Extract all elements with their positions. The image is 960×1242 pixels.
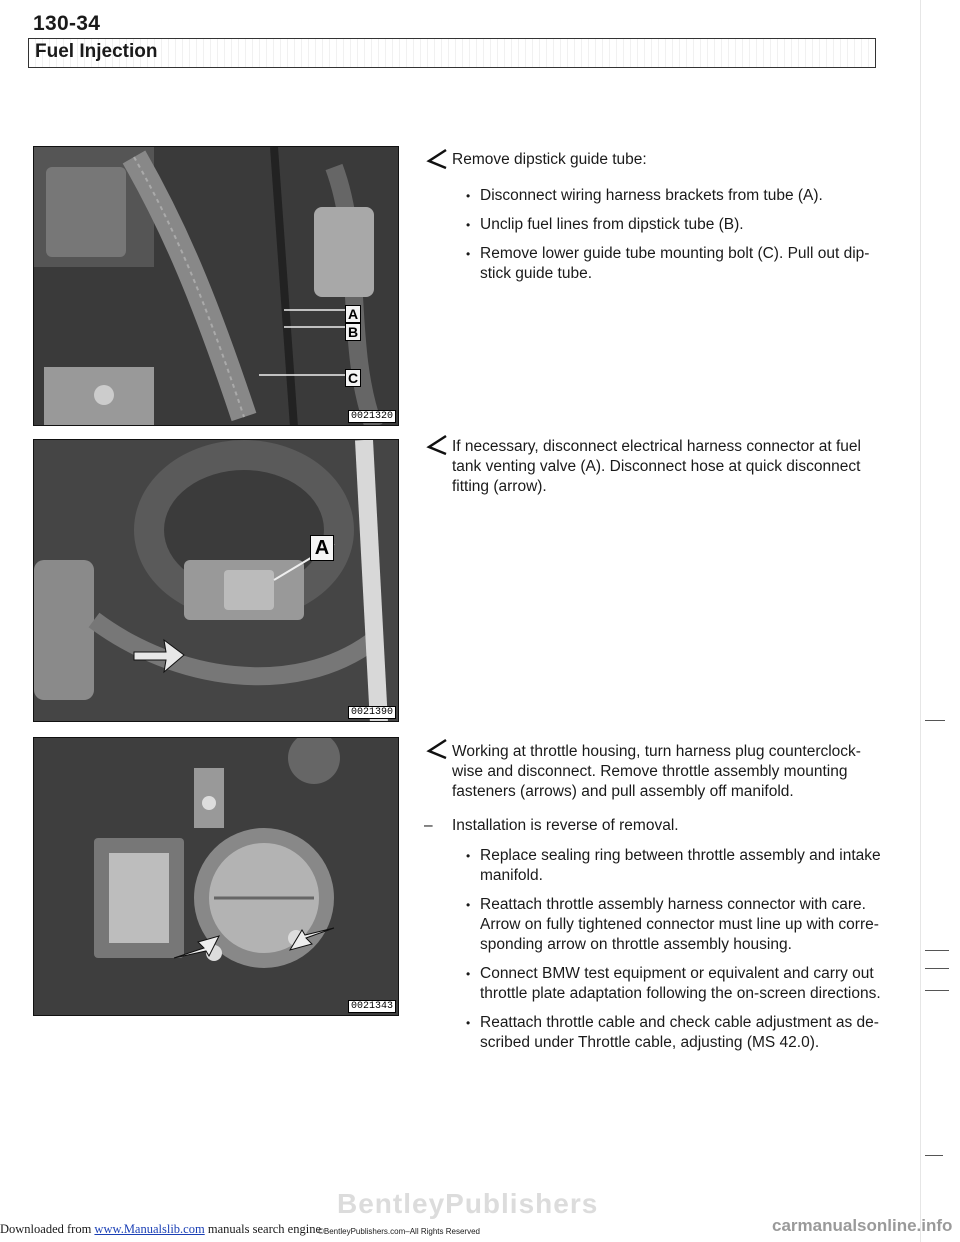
installation-bullets xyxy=(466,846,886,1062)
photo-throttle-housing xyxy=(33,737,399,1016)
callout-a-valve: A xyxy=(310,535,334,561)
watermark: BentleyPublishers xyxy=(337,1188,599,1219)
site-watermark: carmanualsonline.info xyxy=(772,1216,953,1235)
install-bullet-1: • Replace sealing ring between throttle assembly and intake manifold. xyxy=(466,846,886,886)
photo-fuel-tank-venting-valve xyxy=(33,439,399,722)
margin-tick xyxy=(925,950,949,951)
callout-a: A xyxy=(345,305,361,323)
pointer-arrow-icon xyxy=(426,148,448,170)
manualslib-link[interactable]: www.Manualslib.com xyxy=(94,1222,205,1236)
callout-c: C xyxy=(345,369,361,387)
callout-b: B xyxy=(345,323,361,341)
throttle-housing-illustration xyxy=(34,738,399,1016)
step1-bullet-2: • Unclip fuel lines from dipstick tube (B). xyxy=(466,215,886,235)
pointer-arrow-icon xyxy=(426,434,448,456)
venting-valve-illustration xyxy=(34,440,399,722)
section-title: Fuel Injection xyxy=(35,41,158,62)
margin-tick xyxy=(925,1155,943,1156)
margin-tick xyxy=(925,968,949,969)
section-header-bar xyxy=(28,38,876,68)
photo-id: 0021390 xyxy=(348,706,396,719)
download-footer: Downloaded from www.Manualslib.com manuals search engine xyxy=(0,1222,321,1236)
copyright: ©BentleyPublishers.com–All Rights Reserved xyxy=(318,1227,480,1236)
photo-id: 0021320 xyxy=(348,410,396,423)
step1-bullets xyxy=(466,186,886,284)
margin-tick xyxy=(925,990,949,991)
install-bullet-4: • Reattach throttle cable and check cable adjustment as de- scribed under Throttle cable, adjusting (MS 42.0). xyxy=(466,1013,886,1053)
step1-bullet-1: • Disconnect wiring harness brackets from tube (A). xyxy=(466,186,886,206)
install-bullet-2: • Reattach throttle assembly harness connector with care. Arrow on fully tightened connector must line up with corre- sponding arrow on throttle assembly housing. xyxy=(466,895,886,955)
pointer-arrow-icon xyxy=(426,738,448,760)
dash-mark: – xyxy=(424,817,433,834)
photo-dipstick-guide-tube xyxy=(33,146,399,426)
margin-rule xyxy=(920,0,921,1242)
margin-tick xyxy=(925,720,945,721)
step1-bullet-3: • Remove lower guide tube mounting bolt (C). Pull out dip- stick guide tube. xyxy=(466,244,886,284)
step3-text: Working at throttle housing, turn harness plug counterclock- wise and disconnect. Remove throttle assembly mounting fasteners (arrows) and pull assembly off manifold. xyxy=(452,743,861,800)
photo-id: 0021343 xyxy=(348,1000,396,1013)
install-bullet-3: • Connect BMW test equipment or equivalent and carry out throttle plate adaptation following the on-screen directions. xyxy=(466,964,886,1004)
page-number: 130-34 xyxy=(33,12,101,35)
step2-text: If necessary, disconnect electrical harness connector at fuel tank venting valve (A). Disconnect hose at quick disconnect fitting (arrow). xyxy=(452,438,861,495)
step1-title: Remove dipstick guide tube: xyxy=(452,151,647,168)
installation-text: Installation is reverse of removal. xyxy=(452,817,679,834)
